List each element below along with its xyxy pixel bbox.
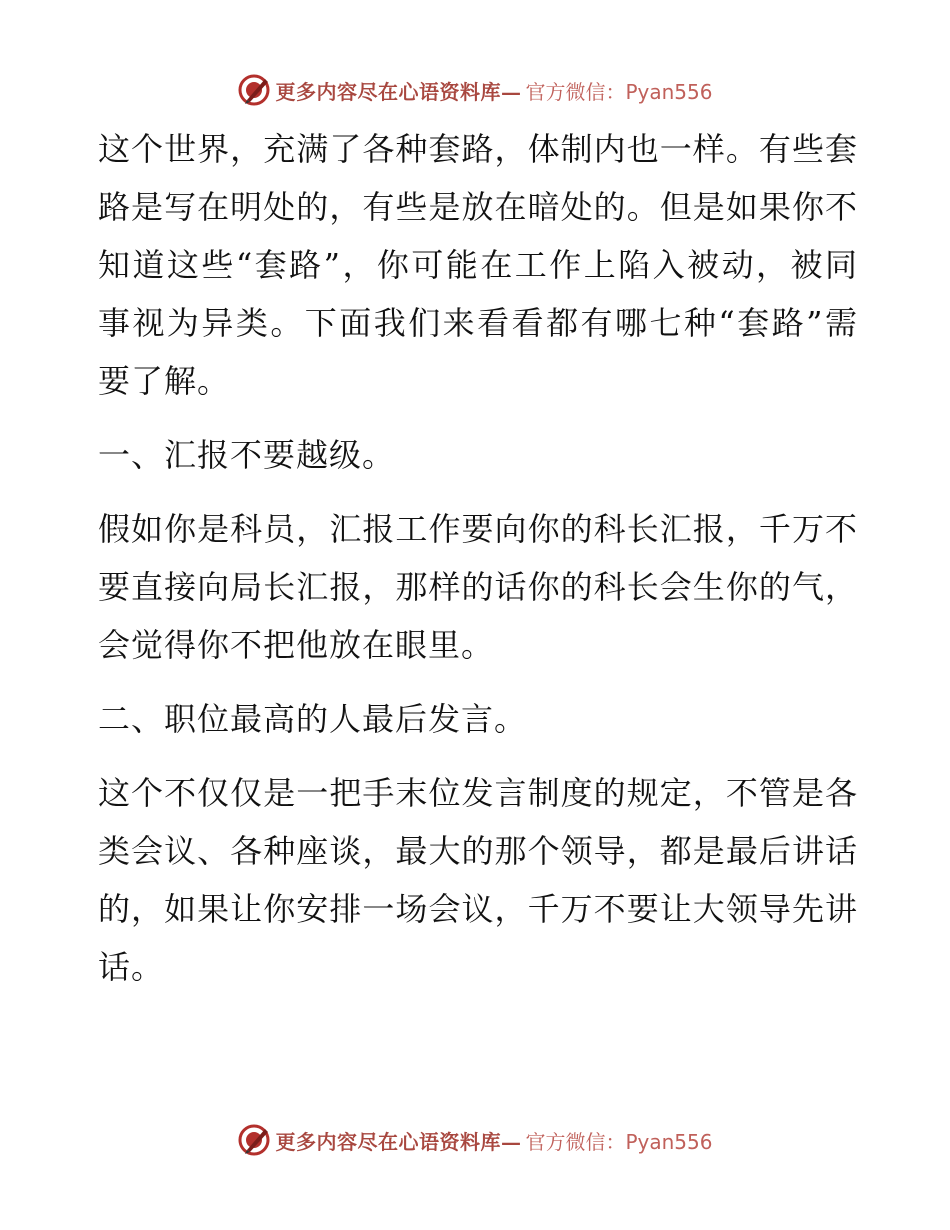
document-body bbox=[98, 120, 858, 996]
pen-logo-icon bbox=[237, 73, 271, 107]
footer-banner-title: 更多内容尽在心语资料库— bbox=[275, 1129, 522, 1154]
section-2-paragraph: 这个不仅仅是一把手末位发言制度的规定，不管是各类会议、各种座谈，最大的那个领导，都是最后讲话的，如果让你安排一场会议，千万不要让大领导先讲话。 bbox=[98, 774, 858, 986]
section-2-heading: 二、职位最高的人最后发言。 bbox=[98, 700, 528, 738]
banner-contact: 官方微信：Pyan556 bbox=[525, 79, 713, 104]
intro-paragraph: 这个世界，充满了各种套路，体制内也一样。有些套路是写在明处的，有些是放在暗处的。但是如果你不知道这些“套路”，你可能在工作上陷入被动，被同事视为异类。下面我们来看看都有哪七种“套路”需要了解。 bbox=[98, 130, 858, 400]
header-banner bbox=[0, 70, 950, 110]
banner-title: 更多内容尽在心语资料库— bbox=[275, 79, 522, 104]
section-1-heading: 一、汇报不要越级。 bbox=[98, 436, 396, 474]
footer-banner-inner bbox=[237, 1123, 712, 1157]
header-banner-inner bbox=[237, 73, 712, 107]
pen-logo-icon bbox=[237, 1123, 271, 1157]
footer-banner-contact: 官方微信：Pyan556 bbox=[525, 1129, 713, 1154]
footer-banner bbox=[0, 1120, 950, 1160]
section-1-paragraph: 假如你是科员，汇报工作要向你的科长汇报，千万不要直接向局长汇报，那样的话你的科长会生你的气，会觉得你不把他放在眼里。 bbox=[98, 510, 858, 664]
